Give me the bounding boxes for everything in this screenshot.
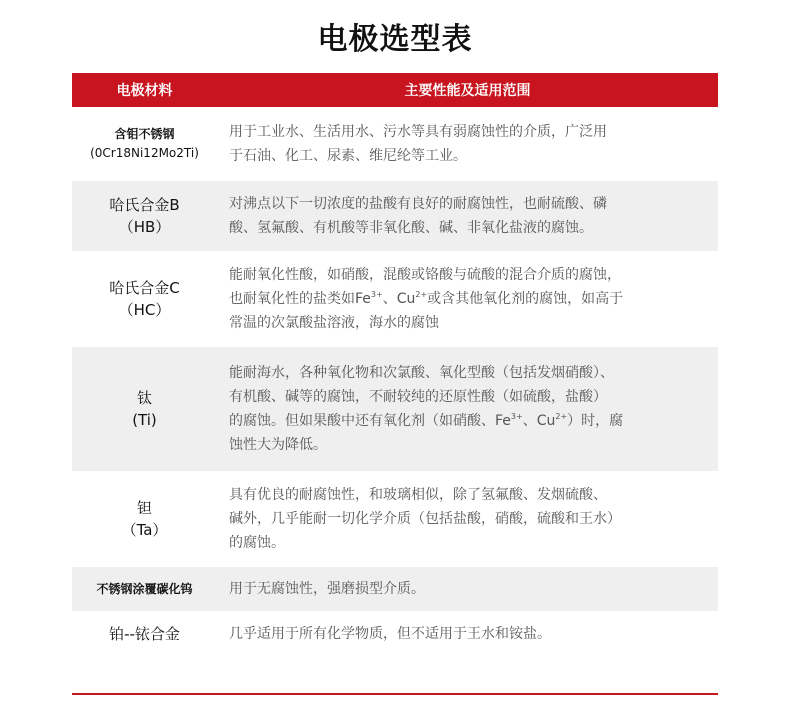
material-code: (Ti) bbox=[132, 411, 157, 429]
table-row bbox=[72, 347, 718, 471]
desc-line: 碱外，几乎能耐一切化学介质（包括盐酸，硝酸，硫酸和王水） bbox=[229, 511, 621, 527]
performance-cell bbox=[217, 361, 718, 457]
desc-line: 的腐蚀。但如果酸中还有氧化剂（如硝酸、$Fe^{3+}$、$Cu^{2+}$）时，腐 bbox=[229, 412, 624, 429]
material-name: 不锈钢涂覆碳化钨 bbox=[96, 581, 193, 596]
table-row bbox=[72, 107, 718, 181]
desc-line: 几乎适用于所有化学物质，但不适用于王水和铵盐。 bbox=[229, 626, 551, 642]
table-row bbox=[72, 611, 718, 657]
material-code: (0Cr18Ni12Mo2Ti) bbox=[90, 146, 199, 160]
material-code: （HB） bbox=[118, 218, 171, 236]
material-cell bbox=[72, 194, 217, 238]
performance-cell bbox=[217, 577, 718, 601]
material-name: 钽 bbox=[136, 499, 152, 517]
desc-line: 能耐氧化性酸，如硝酸，混酸或铬酸与硫酸的混合介质的腐蚀， bbox=[229, 267, 621, 283]
header-performance: 主要性能及适用范围 bbox=[404, 83, 531, 99]
desc-line: 用于工业水、生活用水、污水等具有弱腐蚀性的介质，广泛用 bbox=[229, 124, 607, 140]
material-name: 哈氏合金C bbox=[109, 279, 180, 297]
material-cell bbox=[72, 277, 217, 321]
electrode-table bbox=[72, 73, 718, 657]
desc-line: 于石油、化工、尿素、维尼纶等工业。 bbox=[229, 148, 467, 164]
table-row bbox=[72, 567, 718, 611]
performance-cell bbox=[217, 622, 718, 646]
desc-line: 用于无腐蚀性，强磨损型介质。 bbox=[229, 581, 425, 597]
desc-line: 酸、氢氟酸、有机酸等非氧化酸、碱、非氧化盐液的腐蚀。 bbox=[229, 220, 593, 236]
desc-line: 能耐海水，各种氧化物和次氯酸、氧化型酸（包括发烟硝酸）、 bbox=[229, 365, 614, 381]
desc-line: 也耐氧化性的盐类如$Fe^{3+}$、$Cu^{2+}$或含其他氧化剂的腐蚀，如高于 bbox=[229, 290, 624, 307]
performance-cell bbox=[217, 263, 718, 335]
material-name: 钛 bbox=[136, 389, 152, 407]
performance-cell bbox=[217, 192, 718, 240]
desc-line: 有机酸、碱等的腐蚀，不耐较纯的还原性酸（如硫酸，盐酸） bbox=[229, 389, 607, 405]
table-row bbox=[72, 251, 718, 347]
material-name: 含钼不锈钢 bbox=[114, 127, 175, 141]
table-row bbox=[72, 181, 718, 251]
header-material: 电极材料 bbox=[116, 83, 173, 99]
material-code: （HC） bbox=[118, 301, 171, 319]
material-cell bbox=[72, 387, 217, 431]
material-name: 铂--铱合金 bbox=[109, 625, 180, 643]
material-name: 哈氏合金B bbox=[109, 196, 180, 214]
table-header bbox=[72, 73, 718, 107]
performance-cell bbox=[217, 483, 718, 555]
desc-line: 常温的次氯酸盐溶液，海水的腐蚀 bbox=[229, 315, 439, 331]
page-title: 电极选型表 bbox=[317, 22, 473, 57]
table-row bbox=[72, 471, 718, 567]
material-cell bbox=[72, 580, 217, 599]
performance-cell bbox=[217, 120, 718, 168]
desc-line: 对沸点以下一切浓度的盐酸有良好的耐腐蚀性，也耐硫酸、磷 bbox=[229, 196, 607, 212]
desc-line: 蚀性大为降低。 bbox=[229, 437, 327, 453]
material-cell bbox=[72, 497, 217, 541]
desc-line: 的腐蚀。 bbox=[229, 535, 285, 551]
material-code: （Ta） bbox=[121, 521, 168, 539]
material-cell bbox=[72, 125, 217, 163]
material-cell bbox=[72, 623, 217, 645]
bottom-divider bbox=[72, 693, 718, 695]
desc-line: 具有优良的耐腐蚀性，和玻璃相似，除了氢氟酸、发烟硫酸、 bbox=[229, 487, 607, 503]
